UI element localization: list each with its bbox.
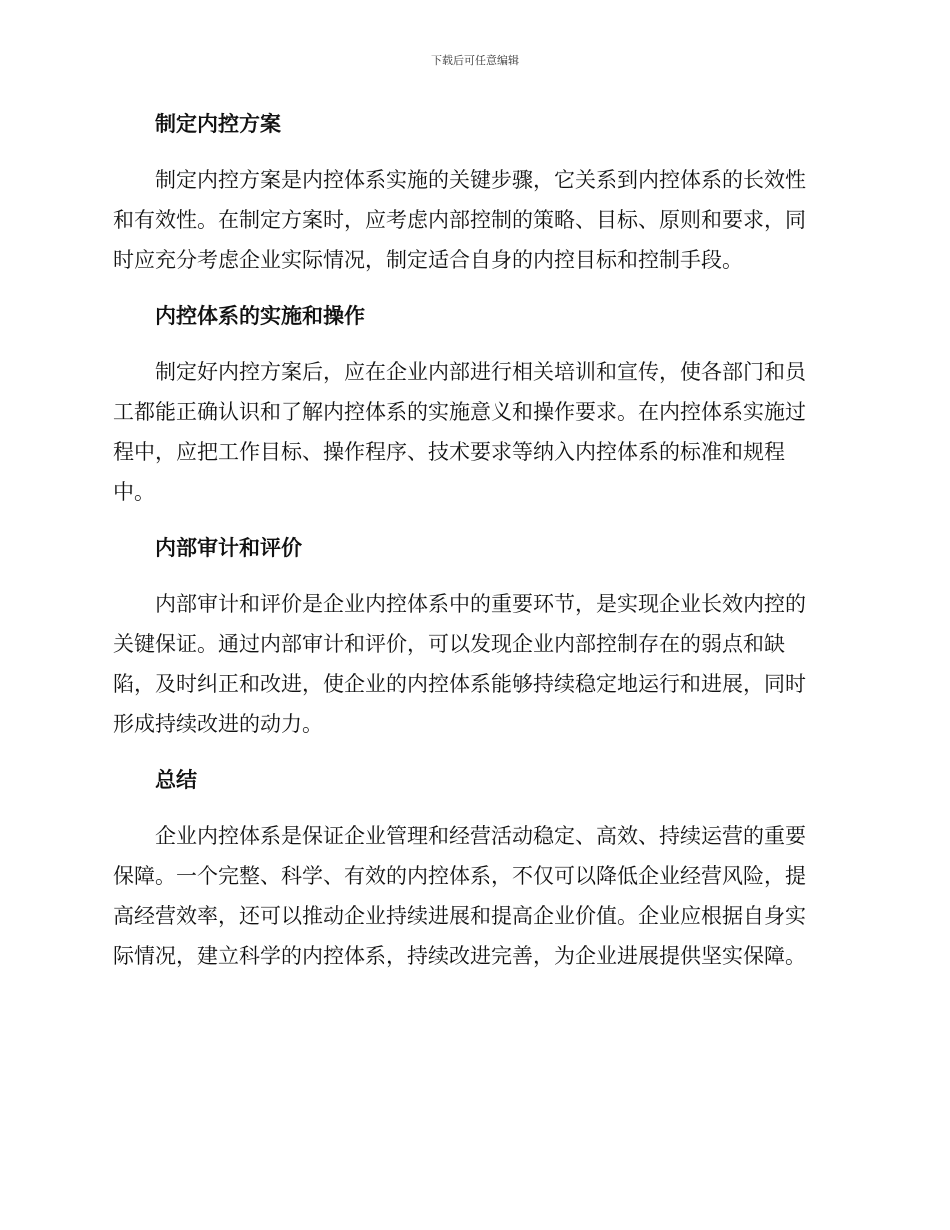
section-implementation	[113, 296, 830, 512]
section-heading: 内部审计和评价	[155, 536, 302, 560]
section-paragraph: 企业内控体系是保证企业管理和经营活动稳定、高效、持续运营的重要 保障。一个完整、科学、有效的内控体系，不仅可以降低企业经营风险，提 高经营效率，还可以推动企业持续进展和提高企业价值。企业应根据自身实 际情况，建立科学的内控体系，持续改进完善，为企业进展提供坚实保障。	[113, 824, 806, 968]
section-heading: 制定内控方案	[155, 112, 281, 136]
section-paragraph: 内部审计和评价是企业内控体系中的重要环节，是实现企业长效内控的 关键保证。通过内部审计和评价，可以发现企业内部控制存在的弱点和缺 陷，及时纠正和改进，使企业的内控体系能够持续稳定地运行和进展，同时 形成持续改进的动力。	[113, 592, 806, 736]
section-make-plan	[113, 104, 830, 280]
section-heading: 内控体系的实施和操作	[155, 304, 365, 328]
section-paragraph: 制定内控方案是内控体系实施的关键步骤，它关系到内控体系的长效性 和有效性。在制定方案时，应考虑内部控制的策略、目标、原则和要求，同 时应充分考虑企业实际情况，制定适合自身的内控目标和控制手段。	[113, 168, 806, 272]
page-header-note: 下载后可任意编辑	[431, 54, 519, 67]
section-summary	[113, 760, 830, 976]
section-heading: 总结	[155, 768, 197, 792]
document-body	[113, 104, 830, 992]
section-audit	[113, 528, 830, 744]
section-paragraph: 制定好内控方案后，应在企业内部进行相关培训和宣传，使各部门和员 工都能正确认识和了解内控体系的实施意义和操作要求。在内控体系实施过 程中，应把工作目标、操作程序、技术要求等纳入内控体系的标准和规程 中。	[113, 360, 806, 504]
